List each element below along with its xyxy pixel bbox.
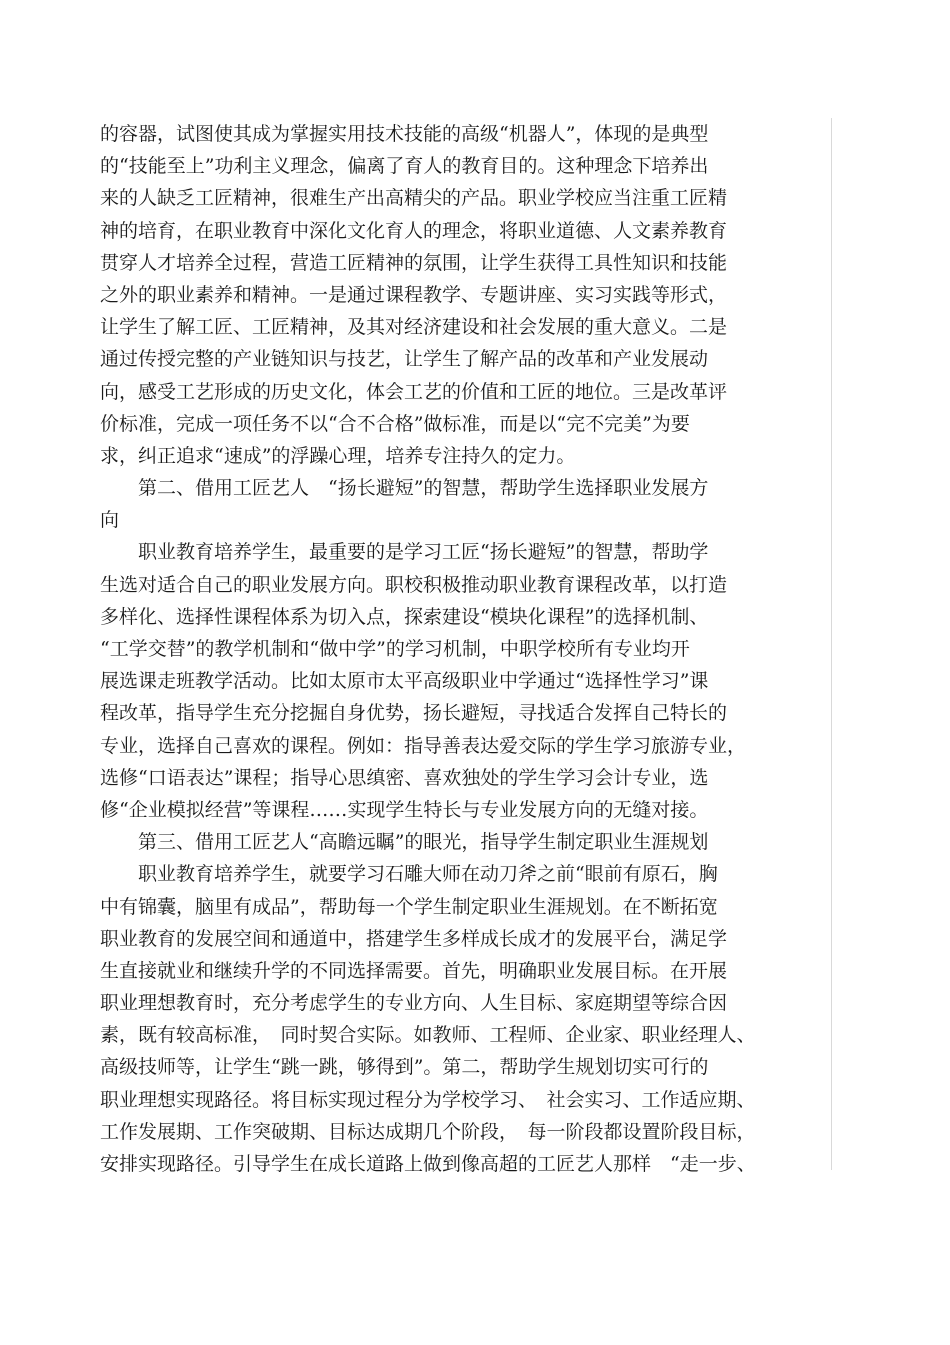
text-line: 神的培育，在职业教育中深化文化育人的理念，将职业道德、人文素养教育	[100, 219, 728, 242]
text-line: 高级技师等，让学生“跳一跳，够得到”。第二，帮助学生规划切实可行的	[100, 1056, 709, 1079]
body-text	[100, 118, 835, 1180]
text-line: 让学生了解工匠、工匠精神，及其对经济建设和社会发展的重大意义。二是	[100, 316, 728, 339]
text-line: 通过传授完整的产业链知识与技艺，让学生了解产品的改革和产业发展动	[100, 348, 709, 371]
text-line: 生直接就业和继续升学的不同选择需要。首先，明确职业发展目标。在开展	[100, 959, 728, 982]
text-line: 选修“口语表达”课程；指导心思缜密、喜欢独处的学生学习会计专业，选	[100, 766, 709, 789]
text-line: 安排实现路径。引导学生在成长道路上做到像高超的工匠艺人那样 “走一步、	[100, 1153, 756, 1175]
text-line: 专业，选择自己喜欢的课程。例如：指导善表达爱交际的学生学习旅游专业，	[100, 734, 747, 757]
text-line: 多样化、选择性课程体系为切入点，探索建设“模块化课程”的选择机制、	[100, 605, 709, 628]
text-line: 职业理想实现路径。将目标实现过程分为学校学习、 社会实习、工作适应期、	[100, 1088, 756, 1111]
text-line: 职业教育培养学生，就要学习石雕大师在动刀斧之前“眼前有原石，胸	[100, 863, 718, 886]
text-line: 程改革，指导学生充分挖掘自身优势，扬长避短，寻找适合发挥自己特长的	[100, 702, 728, 725]
text-line: 职业理想教育时，充分考虑学生的专业方向、人生目标、家庭期望等综合因	[100, 992, 728, 1015]
text-line: 价标准，完成一项任务不以“合不合格”做标准，而是以“完不完美”为要	[100, 412, 690, 435]
text-line: 向，感受工艺形成的历史文化，体会工艺的价值和工匠的地位。三是改革评	[100, 380, 728, 403]
text-line: 职业教育的发展空间和通道中，搭建学生多样成长成才的发展平台，满足学	[100, 927, 728, 950]
section-heading: 向	[100, 509, 120, 532]
text-line: 的容器，试图使其成为掌握实用技术技能的高级“机器人”，体现的是典型	[100, 123, 709, 145]
section-heading: 第三、借用工匠艺人“高瞻远瞩”的眼光，指导学生制定职业生涯规划	[100, 831, 709, 854]
text-line: 修“企业模拟经营”等课程……实现学生特长与专业发展方向的无缝对接。	[100, 798, 709, 821]
text-line: 之外的职业素养和精神。一是通过课程教学、专题讲座、实习实践等形式，	[100, 283, 728, 306]
text-line: “工学交替”的教学机制和“做中学”的学习机制，中职学校所有专业均开	[100, 638, 690, 660]
text-line: 职业教育培养学生，最重要的是学习工匠“扬长避短”的智慧，帮助学	[100, 541, 709, 564]
text-line: 工作发展期、工作突破期、目标达成期几个阶段， 每一阶段都设置阶段目标，	[100, 1120, 756, 1143]
text-line: 求，纠正追求“速成”的浮躁心理，培养专注持久的定力。	[100, 444, 576, 467]
text-line: 的“技能至上”功利主义理念，偏离了育人的教育目的。这种理念下培养出	[100, 155, 709, 178]
text-line: 中有锦囊，脑里有成品”，帮助每一个学生制定职业生涯规划。在不断拓宽	[100, 895, 718, 918]
section-heading: 第二、借用工匠艺人 “扬长避短”的智慧，帮助学生选择职业发展方	[100, 477, 709, 500]
text-line: 展选课走班教学活动。比如太原市太平高级职业中学通过“选择性学习”课	[100, 670, 709, 693]
text-line: 来的人缺乏工匠精神，很难生产出高精尖的产品。职业学校应当注重工匠精	[100, 187, 728, 210]
text-line: 素，既有较高标准， 同时契合实际。如教师、工程师、企业家、职业经理人、	[100, 1024, 756, 1047]
text-line: 贯穿人才培养全过程，营造工匠精神的氛围，让学生获得工具性知识和技能	[100, 251, 728, 274]
text-line: 生选对适合自己的职业发展方向。职校积极推动职业教育课程改革，以打造	[100, 573, 728, 596]
